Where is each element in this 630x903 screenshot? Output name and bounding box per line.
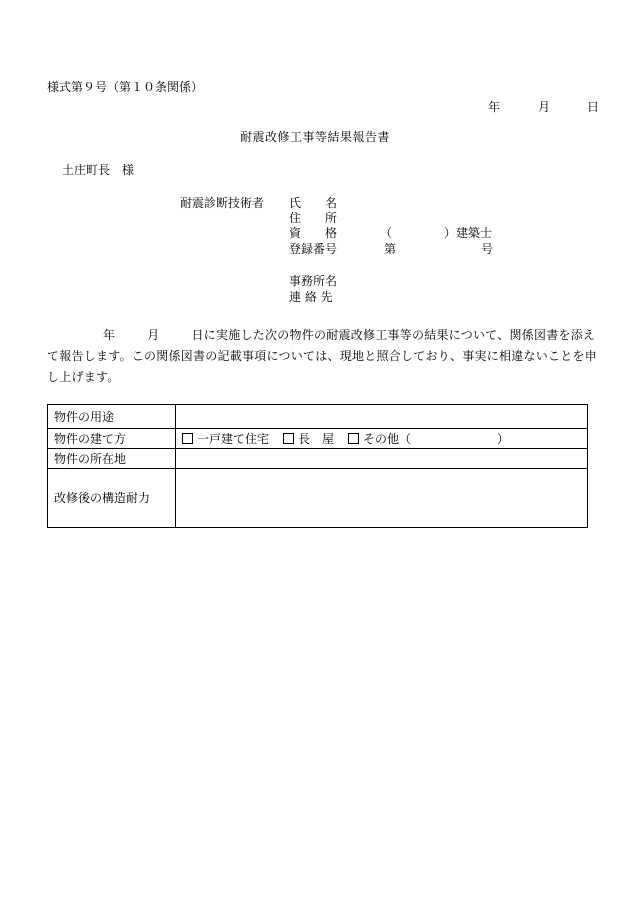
technician-role-label: 耐震診断技術者 — [180, 196, 265, 210]
technician-address-label: 住 所 — [289, 211, 338, 225]
statement-text: 日に実施した次の物件の耐震改修工事等の結果について、関係図書を添えて報告します。この関係図書の記載事項については、現地と照合しており、事実に相違ないことを申し上げます。 — [47, 328, 598, 384]
form-number: 様式第９号（第１０条関係） — [47, 80, 204, 94]
statement-month: 月 — [147, 328, 160, 342]
qualification-open: （ — [380, 226, 393, 240]
qualification-close: ）建築士 — [444, 226, 493, 240]
property-location-field[interactable] — [176, 449, 588, 469]
table-row — [48, 429, 588, 449]
statement-year: 年 — [103, 328, 116, 342]
option-other[interactable] — [348, 432, 509, 446]
report-statement — [47, 325, 603, 388]
property-use-label: 物件の用途 — [48, 405, 176, 429]
date-month-label: 月 — [538, 100, 551, 114]
table-row — [48, 469, 588, 528]
addressee: 土庄町長 様 — [62, 163, 135, 177]
structural-strength-field[interactable] — [176, 469, 588, 528]
checkbox-icon[interactable] — [283, 433, 294, 444]
date-year-label: 年 — [488, 100, 501, 114]
option-label: 一戸建て住宅 — [197, 431, 270, 446]
property-info-table — [47, 404, 588, 528]
technician-name-label: 氏 名 — [289, 196, 338, 210]
registration-suffix: 号 — [481, 242, 494, 256]
building-type-options — [176, 429, 588, 449]
registration-prefix: 第 — [384, 242, 397, 256]
document-title: 耐震改修工事等結果報告書 — [239, 130, 390, 144]
option-row-house[interactable] — [283, 432, 334, 446]
table-row — [48, 449, 588, 469]
date-line — [488, 100, 598, 114]
technician-qualification-label: 資 格 — [289, 226, 338, 240]
structural-strength-label: 改修後の構造耐力 — [48, 469, 176, 528]
qualification-field — [380, 226, 492, 240]
property-location-label: 物件の所在地 — [48, 449, 176, 469]
checkbox-icon[interactable] — [348, 433, 359, 444]
registration-label: 登録番号 — [289, 242, 338, 256]
contact-label: 連 絡 先 — [289, 290, 333, 304]
office-name-label: 事務所名 — [289, 274, 338, 288]
property-use-field[interactable] — [176, 405, 588, 429]
option-label: その他（ — [363, 431, 412, 446]
table-row — [48, 405, 588, 429]
option-label: 長 屋 — [298, 431, 335, 446]
date-day-label: 日 — [587, 100, 600, 114]
building-type-label: 物件の建て方 — [48, 429, 176, 449]
other-close-paren: ） — [497, 431, 510, 446]
option-detached-house[interactable] — [182, 432, 269, 446]
checkbox-icon[interactable] — [182, 433, 193, 444]
